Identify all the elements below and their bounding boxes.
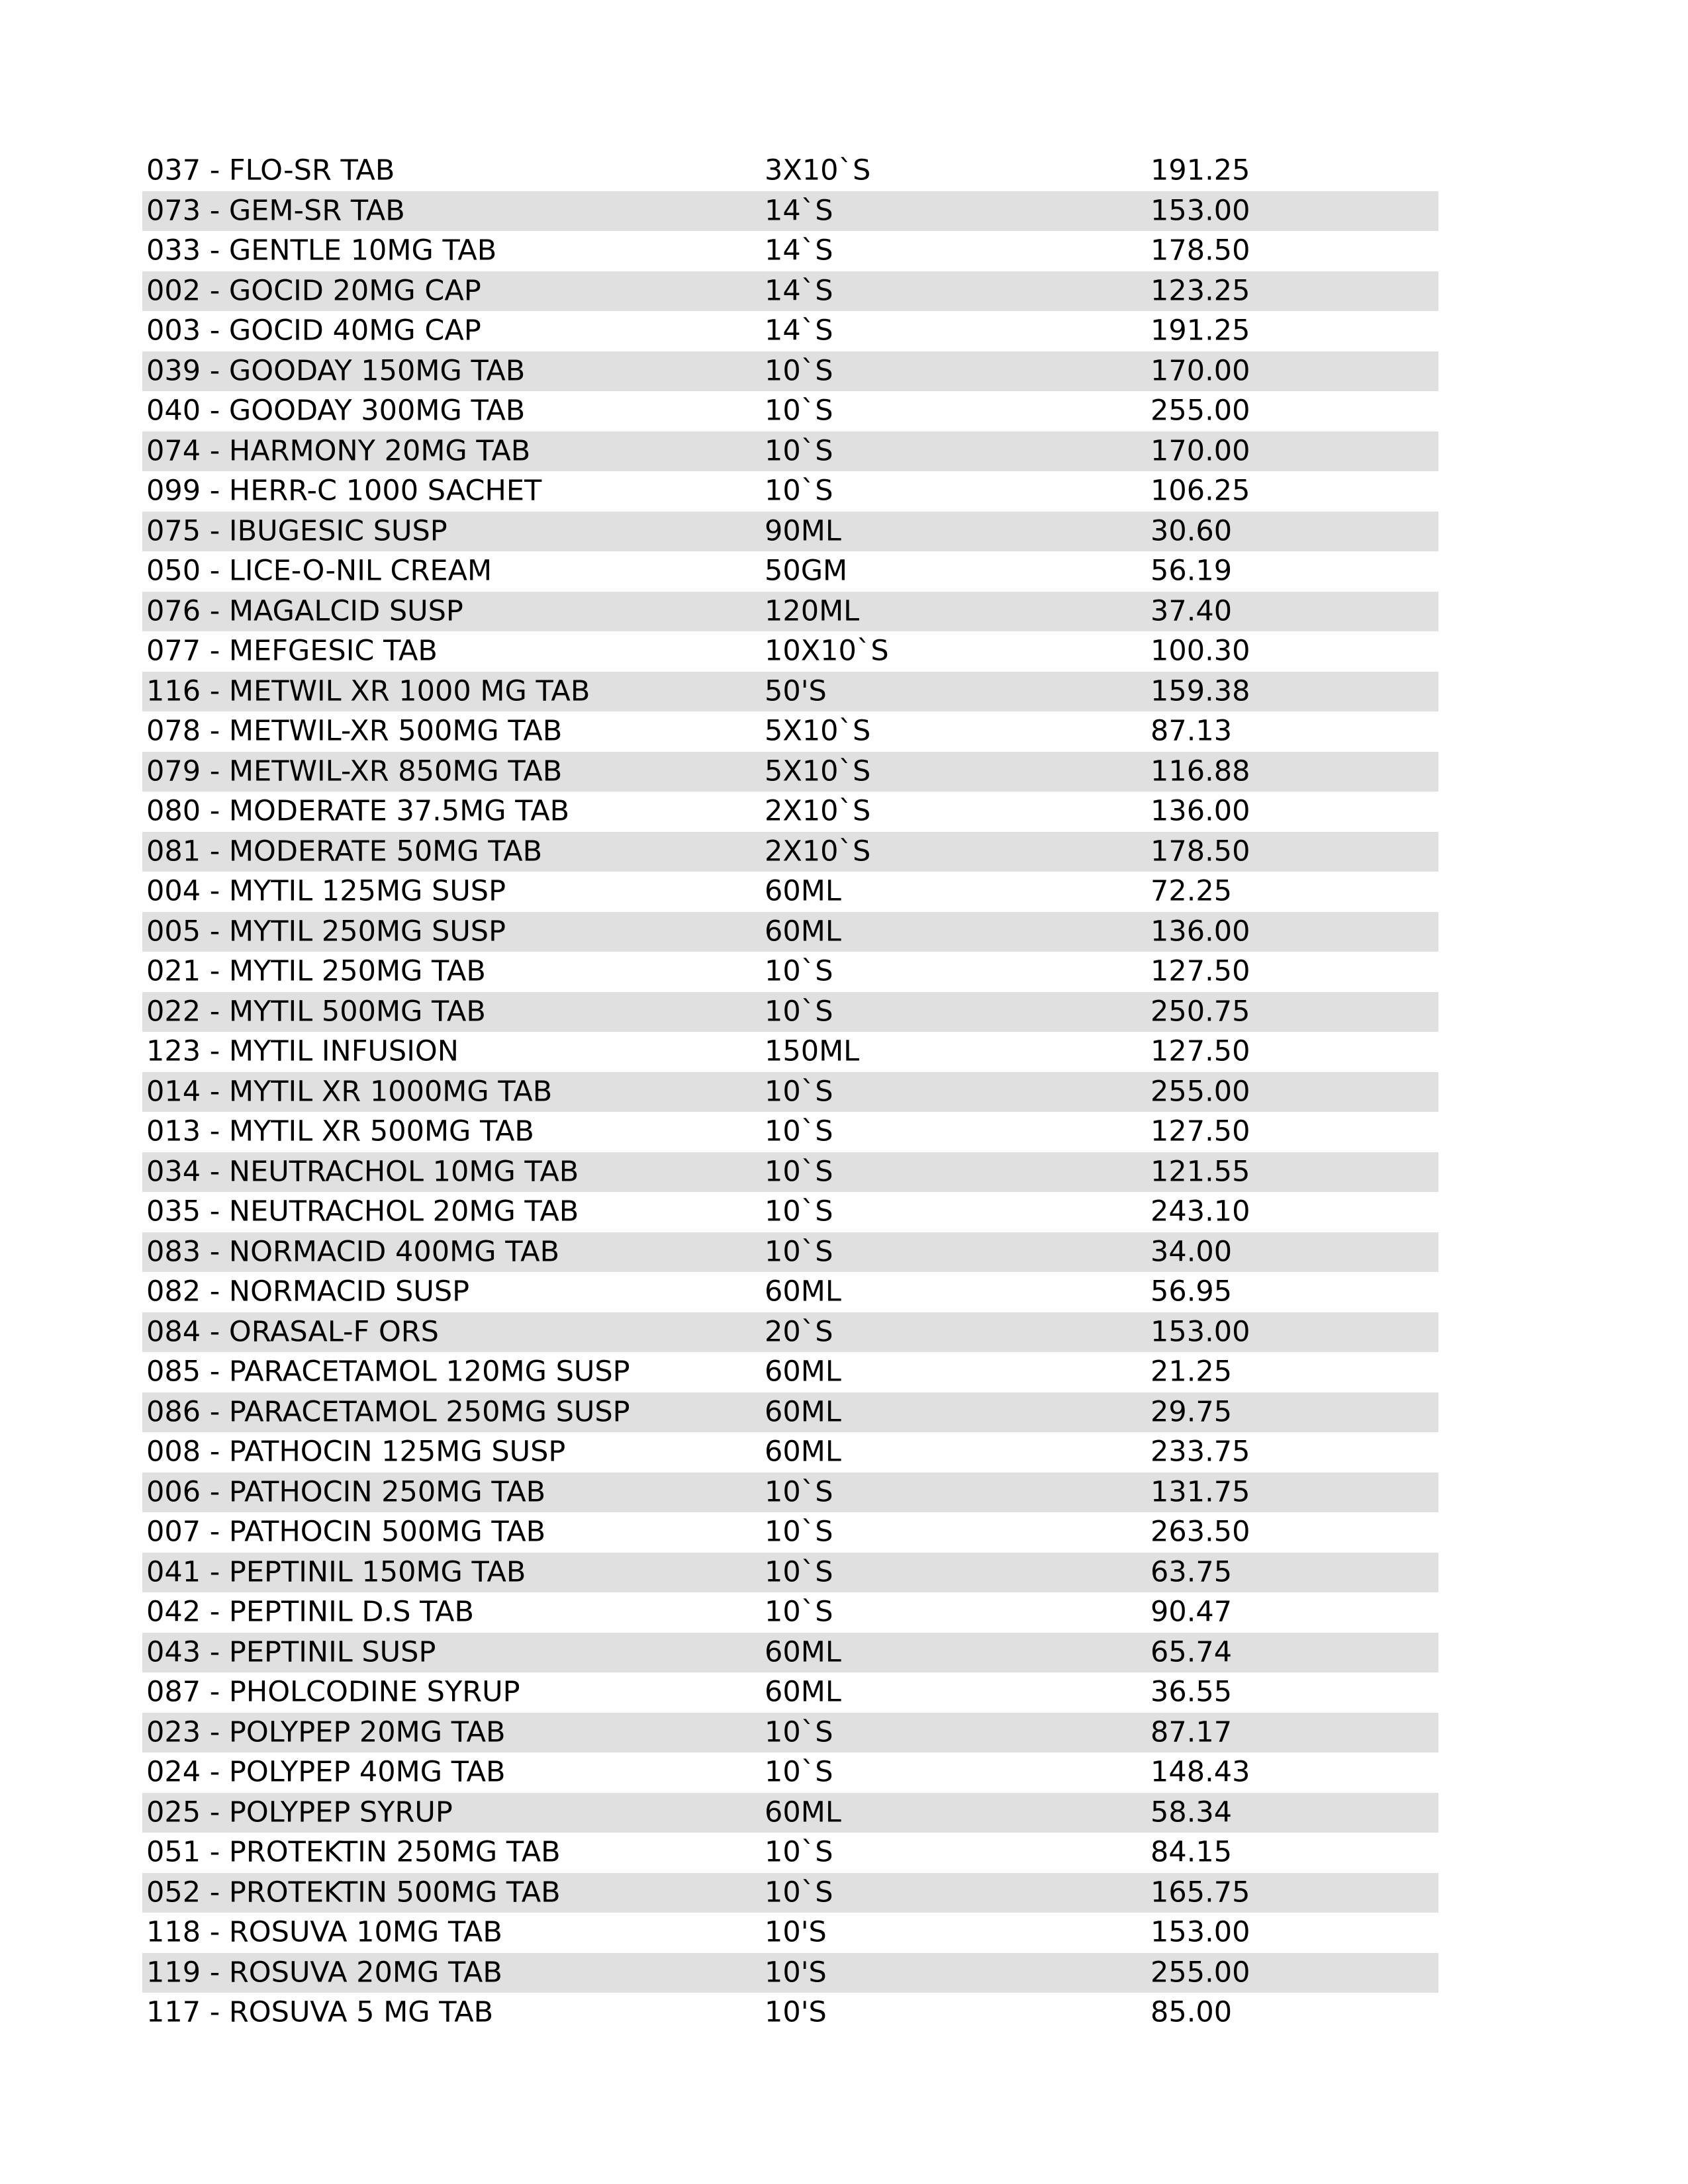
product-name: 014 - MYTIL XR 1000MG TAB — [146, 1075, 553, 1109]
product-name: 081 - MODERATE 50MG TAB — [146, 835, 543, 868]
table-row — [142, 1312, 1438, 1353]
table-row — [142, 1112, 1438, 1152]
pack-size: 10`S — [765, 1235, 833, 1269]
product-name: 077 - MEFGESIC TAB — [146, 634, 438, 668]
product-name: 074 - HARMONY 20MG TAB — [146, 434, 531, 468]
product-name: 043 - PEPTINIL SUSP — [146, 1635, 436, 1669]
price: 170.00 — [1150, 354, 1250, 388]
table-row — [142, 1473, 1438, 1513]
table-row — [142, 1592, 1438, 1633]
product-name: 078 - METWIL-XR 500MG TAB — [146, 714, 563, 748]
price: 148.43 — [1150, 1755, 1250, 1789]
table-row — [142, 311, 1438, 351]
product-name: 021 - MYTIL 250MG TAB — [146, 954, 486, 988]
pack-size: 14`S — [765, 194, 833, 228]
price: 170.00 — [1150, 434, 1250, 468]
pack-size: 10`S — [765, 394, 833, 428]
price: 63.75 — [1150, 1555, 1233, 1589]
price: 178.50 — [1150, 234, 1250, 267]
price: 136.00 — [1150, 794, 1250, 828]
table-row — [142, 1993, 1438, 2033]
product-name: 037 - FLO-SR TAB — [146, 154, 395, 187]
product-name: 008 - PATHOCIN 125MG SUSP — [146, 1435, 566, 1469]
pack-size: 10`S — [765, 1755, 833, 1789]
table-row — [142, 1913, 1438, 1953]
product-name: 007 - PATHOCIN 500MG TAB — [146, 1515, 546, 1549]
product-name: 024 - POLYPEP 40MG TAB — [146, 1755, 506, 1789]
table-row — [142, 952, 1438, 992]
table-row — [142, 351, 1438, 392]
price: 84.15 — [1150, 1835, 1233, 1869]
pack-size: 10`S — [765, 1835, 833, 1869]
price: 255.00 — [1150, 1956, 1250, 1989]
table-row — [142, 1512, 1438, 1553]
price: 87.13 — [1150, 714, 1233, 748]
table-row — [142, 1953, 1438, 1993]
product-name: 013 - MYTIL XR 500MG TAB — [146, 1115, 534, 1148]
product-name: 023 - POLYPEP 20MG TAB — [146, 1715, 506, 1749]
product-name: 080 - MODERATE 37.5MG TAB — [146, 794, 570, 828]
product-name: 118 - ROSUVA 10MG TAB — [146, 1915, 502, 1949]
pack-size: 60ML — [765, 1435, 841, 1469]
price: 37.40 — [1150, 594, 1233, 628]
product-name: 050 - LICE-O-NIL CREAM — [146, 554, 492, 588]
pack-size: 10`S — [765, 1475, 833, 1509]
pack-size: 10'S — [765, 1915, 827, 1949]
pack-size: 14`S — [765, 234, 833, 267]
table-row — [142, 391, 1438, 432]
price: 233.75 — [1150, 1435, 1250, 1469]
table-row — [142, 191, 1438, 232]
table-row — [142, 832, 1438, 872]
product-name: 083 - NORMACID 400MG TAB — [146, 1235, 560, 1269]
pack-size: 10`S — [765, 1876, 833, 1909]
pack-size: 10`S — [765, 1195, 833, 1228]
price: 34.00 — [1150, 1235, 1233, 1269]
product-name: 051 - PROTEKTIN 250MG TAB — [146, 1835, 561, 1869]
price: 85.00 — [1150, 1995, 1233, 2029]
pack-size: 60ML — [765, 1275, 841, 1308]
pack-size: 10`S — [765, 1075, 833, 1109]
pack-size: 60ML — [765, 1395, 841, 1429]
table-row — [142, 1072, 1438, 1113]
price: 255.00 — [1150, 394, 1250, 428]
price: 127.50 — [1150, 954, 1250, 988]
product-name: 086 - PARACETAMOL 250MG SUSP — [146, 1395, 630, 1429]
price: 90.47 — [1150, 1595, 1233, 1629]
pack-size: 10'S — [765, 1956, 827, 1989]
table-row — [142, 1232, 1438, 1273]
product-name: 099 - HERR-C 1000 SACHET — [146, 474, 542, 508]
table-row — [142, 1793, 1438, 1833]
product-name: 034 - NEUTRACHOL 10MG TAB — [146, 1155, 579, 1189]
pack-size: 10`S — [765, 995, 833, 1028]
product-name: 119 - ROSUVA 20MG TAB — [146, 1956, 502, 1989]
pack-size: 5X10`S — [765, 714, 871, 748]
pack-size: 120ML — [765, 594, 860, 628]
price: 72.25 — [1150, 874, 1233, 908]
price: 100.30 — [1150, 634, 1250, 668]
product-name: 003 - GOCID 40MG CAP — [146, 314, 481, 347]
table-row — [142, 1272, 1438, 1312]
pack-size: 10`S — [765, 354, 833, 388]
table-row — [142, 1752, 1438, 1793]
product-name: 041 - PEPTINIL 150MG TAB — [146, 1555, 526, 1589]
product-name: 076 - MAGALCID SUSP — [146, 594, 463, 628]
table-row — [142, 471, 1438, 512]
pack-size: 60ML — [765, 874, 841, 908]
price: 178.50 — [1150, 835, 1250, 868]
pack-size: 14`S — [765, 314, 833, 347]
pack-size: 150ML — [765, 1034, 860, 1068]
table-row — [142, 912, 1438, 952]
table-row — [142, 1432, 1438, 1473]
table-row — [142, 711, 1438, 752]
pack-size: 20`S — [765, 1315, 833, 1349]
price: 191.25 — [1150, 314, 1250, 347]
product-name: 035 - NEUTRACHOL 20MG TAB — [146, 1195, 579, 1228]
product-name: 123 - MYTIL INFUSION — [146, 1034, 459, 1068]
pack-size: 10`S — [765, 1155, 833, 1189]
table-row — [142, 1672, 1438, 1713]
price: 65.74 — [1150, 1635, 1233, 1669]
price: 136.00 — [1150, 915, 1250, 948]
product-name: 085 - PARACETAMOL 120MG SUSP — [146, 1355, 630, 1388]
pack-size: 90ML — [765, 514, 841, 548]
price: 121.55 — [1150, 1155, 1250, 1189]
price: 131.75 — [1150, 1475, 1250, 1509]
product-name: 040 - GOODAY 300MG TAB — [146, 394, 526, 428]
table-row — [142, 631, 1438, 672]
pack-size: 10`S — [765, 1715, 833, 1749]
table-row — [142, 1152, 1438, 1193]
price: 127.50 — [1150, 1034, 1250, 1068]
price-list-table — [142, 151, 1438, 2033]
price: 159.38 — [1150, 674, 1250, 708]
table-row — [142, 1032, 1438, 1072]
price: 243.10 — [1150, 1195, 1250, 1228]
table-row — [142, 1713, 1438, 1753]
pack-size: 2X10`S — [765, 835, 871, 868]
price: 250.75 — [1150, 995, 1250, 1028]
product-name: 006 - PATHOCIN 250MG TAB — [146, 1475, 546, 1509]
product-name: 116 - METWIL XR 1000 MG TAB — [146, 674, 590, 708]
price: 29.75 — [1150, 1395, 1233, 1429]
pack-size: 10X10`S — [765, 634, 889, 668]
table-row — [142, 432, 1438, 472]
table-row — [142, 872, 1438, 912]
pack-size: 60ML — [765, 915, 841, 948]
product-name: 079 - METWIL-XR 850MG TAB — [146, 754, 563, 788]
product-name: 052 - PROTEKTIN 500MG TAB — [146, 1876, 561, 1909]
price: 153.00 — [1150, 1315, 1250, 1349]
product-name: 025 - POLYPEP SYRUP — [146, 1796, 453, 1829]
pack-size: 60ML — [765, 1796, 841, 1829]
table-row — [142, 551, 1438, 592]
pack-size: 60ML — [765, 1675, 841, 1709]
product-name: 002 - GOCID 20MG CAP — [146, 274, 481, 308]
table-row — [142, 1192, 1438, 1232]
product-name: 004 - MYTIL 125MG SUSP — [146, 874, 506, 908]
price: 263.50 — [1150, 1515, 1250, 1549]
price: 255.00 — [1150, 1075, 1250, 1109]
table-row — [142, 1352, 1438, 1392]
table-row — [142, 752, 1438, 792]
price: 58.34 — [1150, 1796, 1233, 1829]
table-row — [142, 231, 1438, 271]
product-name: 082 - NORMACID SUSP — [146, 1275, 470, 1308]
pack-size: 3X10`S — [765, 154, 871, 187]
price: 56.95 — [1150, 1275, 1233, 1308]
price: 191.25 — [1150, 154, 1250, 187]
product-name: 075 - IBUGESIC SUSP — [146, 514, 447, 548]
table-row — [142, 1833, 1438, 1873]
pack-size: 10`S — [765, 474, 833, 508]
pack-size: 10`S — [765, 954, 833, 988]
product-name: 073 - GEM-SR TAB — [146, 194, 405, 228]
table-row — [142, 151, 1438, 191]
product-name: 087 - PHOLCODINE SYRUP — [146, 1675, 520, 1709]
pack-size: 10`S — [765, 434, 833, 468]
price: 106.25 — [1150, 474, 1250, 508]
table-row — [142, 672, 1438, 712]
price: 116.88 — [1150, 754, 1250, 788]
pack-size: 10`S — [765, 1555, 833, 1589]
product-name: 005 - MYTIL 250MG SUSP — [146, 915, 506, 948]
price: 127.50 — [1150, 1115, 1250, 1148]
pack-size: 60ML — [765, 1635, 841, 1669]
price: 21.25 — [1150, 1355, 1233, 1388]
pack-size: 2X10`S — [765, 794, 871, 828]
price: 36.55 — [1150, 1675, 1233, 1709]
price: 165.75 — [1150, 1876, 1250, 1909]
price: 123.25 — [1150, 274, 1250, 308]
product-name: 022 - MYTIL 500MG TAB — [146, 995, 486, 1028]
pack-size: 10`S — [765, 1115, 833, 1148]
pack-size: 50GM — [765, 554, 848, 588]
table-row — [142, 1873, 1438, 1913]
table-row — [142, 592, 1438, 632]
pack-size: 60ML — [765, 1355, 841, 1388]
pack-size: 50'S — [765, 674, 827, 708]
table-row — [142, 792, 1438, 832]
price: 30.60 — [1150, 514, 1233, 548]
product-name: 117 - ROSUVA 5 MG TAB — [146, 1995, 494, 2029]
table-row — [142, 512, 1438, 552]
pack-size: 5X10`S — [765, 754, 871, 788]
pack-size: 10'S — [765, 1995, 827, 2029]
product-name: 084 - ORASAL-F ORS — [146, 1315, 439, 1349]
price: 153.00 — [1150, 194, 1250, 228]
product-name: 039 - GOODAY 150MG TAB — [146, 354, 526, 388]
pack-size: 10`S — [765, 1515, 833, 1549]
pack-size: 10`S — [765, 1595, 833, 1629]
product-name: 042 - PEPTINIL D.S TAB — [146, 1595, 474, 1629]
table-row — [142, 992, 1438, 1032]
price: 56.19 — [1150, 554, 1233, 588]
pack-size: 14`S — [765, 274, 833, 308]
price: 87.17 — [1150, 1715, 1233, 1749]
table-row — [142, 1633, 1438, 1673]
table-row — [142, 1392, 1438, 1433]
table-row — [142, 271, 1438, 312]
price: 153.00 — [1150, 1915, 1250, 1949]
table-row — [142, 1553, 1438, 1593]
product-name: 033 - GENTLE 10MG TAB — [146, 234, 497, 267]
